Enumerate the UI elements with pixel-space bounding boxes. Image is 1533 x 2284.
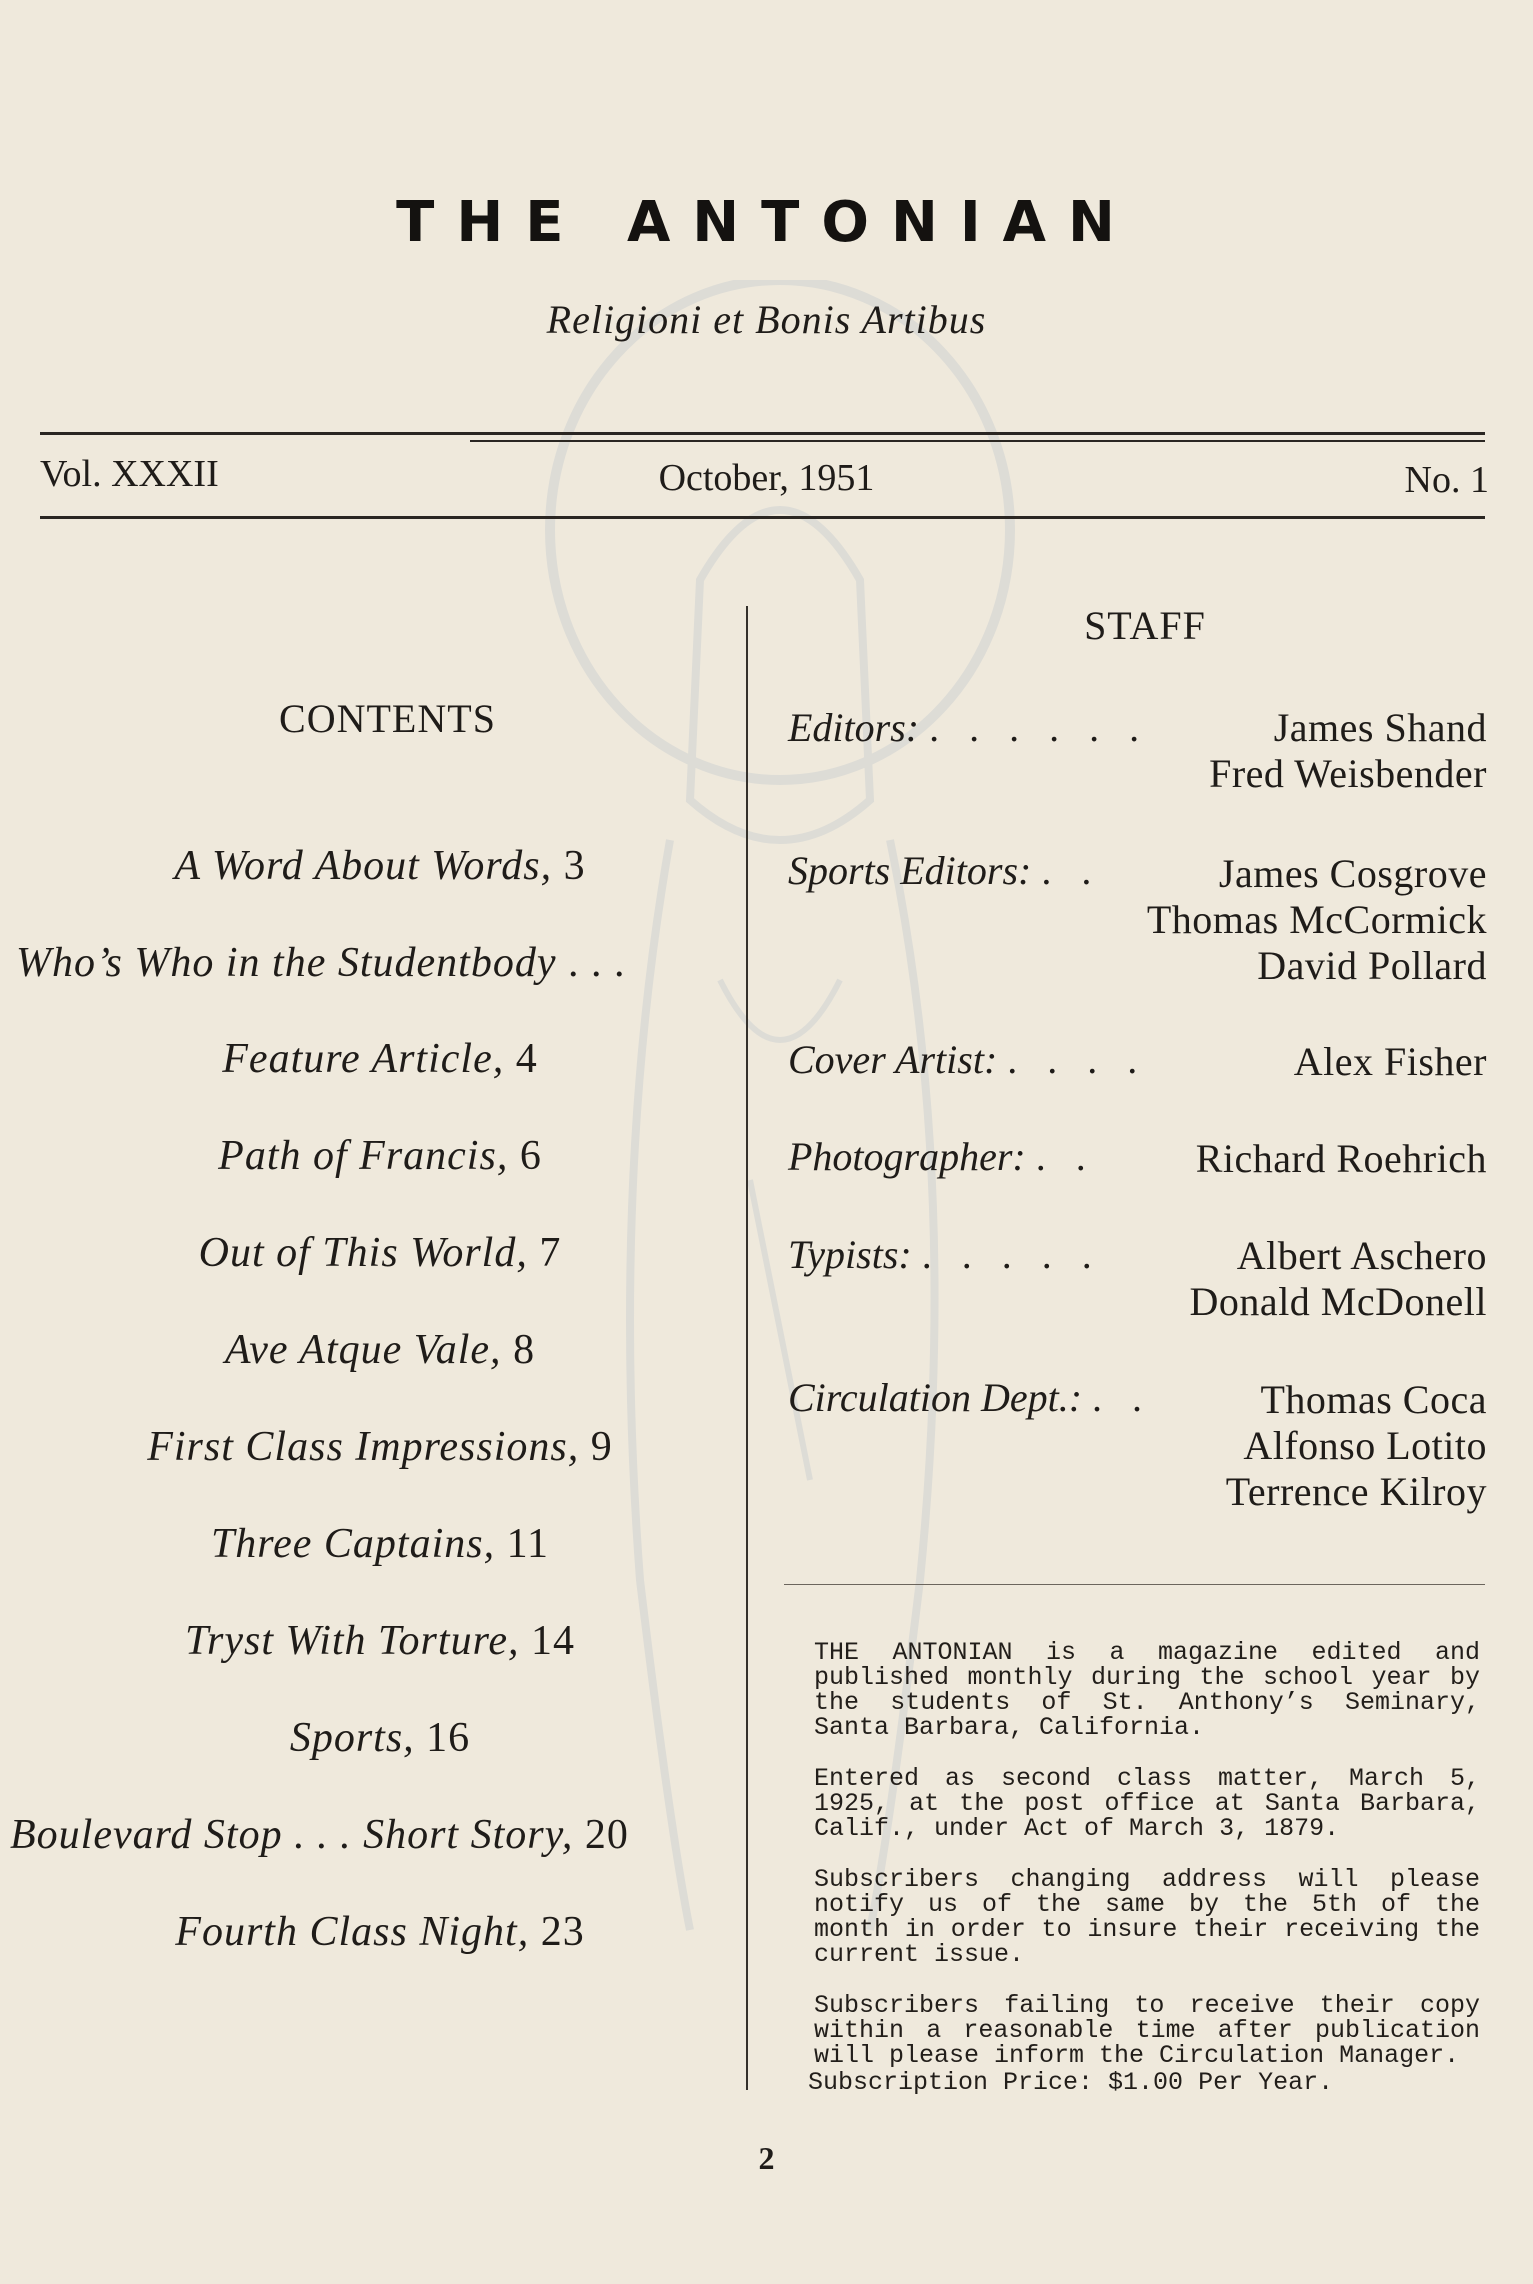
staff-role-editors: Editors: . . . . . .	[788, 705, 1150, 750]
staff-name: Thomas McCormick	[1146, 897, 1487, 942]
toc-item: Who’s Who in the Studentbody . . .	[16, 940, 626, 986]
address-change-notice: Subscribers changing address will please notify us of the same by the 5th of the month in order to insure their receiving the current issue.	[814, 1865, 1480, 1969]
missing-copy-notice: Subscribers failing to receive their copy within a reasonable time after publication will please inform the Circulation Manager.	[814, 1991, 1480, 2070]
toc-item: A Word About Words, 3	[174, 843, 586, 889]
toc-item: Fourth Class Night, 23	[175, 1909, 585, 1955]
magazine-title: THE ANTONIAN	[396, 190, 1137, 255]
toc-item: Tryst With Torture, 14	[185, 1618, 575, 1664]
staff-role-photographer: Photographer: . .	[788, 1134, 1096, 1179]
toc-item: Path of Francis, 6	[218, 1133, 542, 1179]
contents-heading: CONTENTS	[279, 696, 496, 741]
staff-name: Fred Weisbender	[1209, 751, 1487, 796]
staff-name: Richard Roehrich	[1195, 1136, 1487, 1181]
subscription-price: Subscription Price: $1.00 Per Year.	[808, 2068, 1334, 2097]
toc-item: Sports, 16	[289, 1715, 471, 1761]
staff-name: Donald McDonell	[1189, 1279, 1487, 1324]
staff-role-sports-editors: Sports Editors: . .	[788, 848, 1102, 893]
notice-separator	[784, 1584, 1485, 1585]
header-rule-top	[40, 432, 1485, 435]
staff-name: David Pollard	[1257, 943, 1487, 988]
toc-item: Ave Atque Vale, 8	[224, 1327, 536, 1373]
toc-item: Three Captains, 11	[210, 1521, 550, 1567]
page-number: 2	[758, 2140, 775, 2176]
toc-item: Out of This World, 7	[198, 1230, 562, 1276]
toc-item: Boulevard Stop . . . Short Story, 20	[10, 1812, 629, 1858]
staff-name: Terrence Kilroy	[1225, 1469, 1487, 1514]
staff-role-circulation: Circulation Dept.: . .	[788, 1375, 1153, 1420]
motto: Religioni et Bonis Artibus	[546, 297, 987, 342]
staff-role-typists: Typists: . . . . .	[788, 1232, 1102, 1277]
publication-notice: THE ANTONIAN is a magazine edited and published monthly during the school year by the students of St. Anthony’s Seminary, Santa Barbara, California.	[814, 1638, 1480, 1742]
header-rule-bottom	[40, 516, 1485, 519]
staff-name: Thomas Coca	[1260, 1377, 1487, 1422]
issue-number: No. 1	[1404, 459, 1489, 501]
column-divider	[746, 606, 748, 2090]
staff-heading: STAFF	[1084, 603, 1206, 648]
staff-name: Alex Fisher	[1293, 1039, 1487, 1084]
staff-name: James Shand	[1273, 705, 1487, 750]
toc-item: Feature Article, 4	[222, 1036, 538, 1082]
staff-role-cover-artist: Cover Artist: . . . .	[788, 1037, 1148, 1082]
staff-name: Albert Aschero	[1236, 1233, 1487, 1278]
staff-name: James Cosgrove	[1218, 851, 1487, 896]
toc-item: First Class Impressions, 9	[147, 1424, 613, 1470]
volume-label: Vol. XXXII	[40, 453, 219, 495]
header-rule-top-inner	[470, 440, 1485, 442]
staff-name: Alfonso Lotito	[1243, 1423, 1487, 1468]
mailing-notice: Entered as second class matter, March 5, 1925, at the post office at Santa Barbara, Calif., under Act of March 3, 1879.	[814, 1764, 1480, 1843]
issue-date: October, 1951	[658, 457, 875, 499]
